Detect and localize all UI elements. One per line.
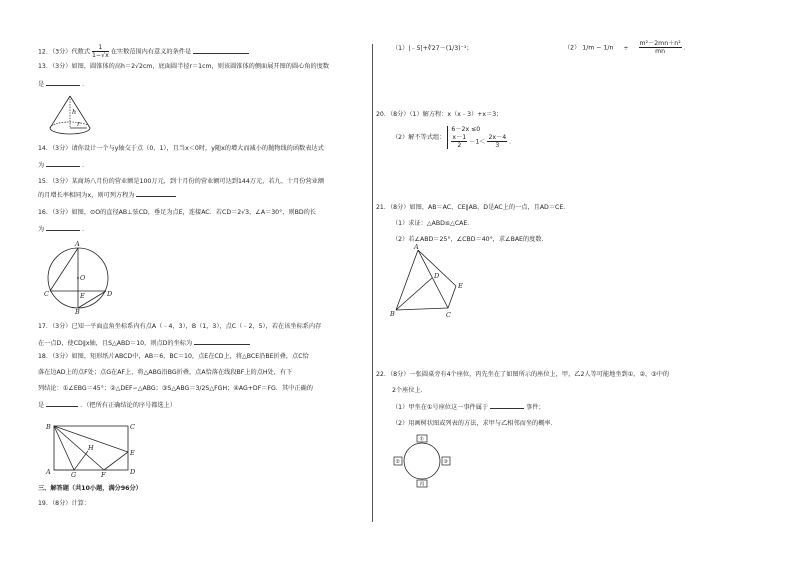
q12-fraction (92, 44, 109, 59)
circle-label-a: A (75, 240, 80, 248)
seat-1-label: ① (419, 436, 424, 443)
question-22 (376, 370, 669, 428)
tri-label-c: C (446, 311, 451, 319)
q19-2-fraction (639, 40, 682, 55)
triangle-figure (390, 244, 470, 320)
left-column (0, 0, 372, 562)
q22-line2: 2个座位上． (392, 387, 427, 394)
q20-2-system (447, 126, 515, 149)
rect-label-c: C (130, 423, 135, 431)
question-18 (38, 352, 313, 410)
q20-2-row2e: 3 (495, 142, 500, 149)
q21-line1: 21．（8分）如图，AB＝AC，CE∥AB，D是AC上的一点，且AD＝CE． (376, 204, 570, 211)
circle-label-b: B (75, 308, 80, 316)
q19-2-f2-den: mn (655, 48, 666, 55)
q19-part1: （1）|﹣5|+∛27－(1/3)⁻¹； (392, 45, 473, 52)
tri-label-e: E (458, 282, 463, 290)
q15-line1: 15．（3分）某商场八月份的营业额是100万元，到十月份的营业额可达到144万元，若九、十月份营业额 (38, 178, 325, 185)
q13-line2-end: ． (82, 81, 89, 88)
q15-answer-blank[interactable] (136, 190, 176, 197)
q19-part2 (564, 40, 690, 55)
cone-figure (44, 94, 104, 140)
rect-label-d: D (130, 468, 136, 476)
q18-line2: 落在边AD上的点F处；点G在AF上，将△ABG沿BG折叠，点A恰落在线段BF上的点H处，有下 (38, 369, 293, 376)
q17-line2: 在一点D，使CD∥x轴，且S△ABD＝10，则点D的坐标为 (38, 340, 193, 347)
question-20-part2 (392, 126, 515, 149)
q19-2-suffix: ． (683, 44, 690, 52)
question-15 (38, 177, 324, 200)
rect-label-e: E (130, 449, 135, 457)
tri-label-b: B (390, 310, 395, 318)
rect-label-b: B (46, 423, 51, 431)
question-21 (376, 203, 569, 244)
circle-label-d: D (107, 290, 113, 298)
column-divider (372, 44, 373, 522)
round-table-figure (392, 434, 452, 490)
question-17 (38, 322, 321, 348)
rect-label-g: G (71, 471, 77, 479)
rect-label-h: H (88, 444, 94, 452)
question-13 (38, 62, 329, 89)
question-16 (38, 208, 316, 234)
tri-label-a: A (414, 243, 419, 251)
q14-line2-end: ． (82, 162, 89, 169)
q13-line2: 是 (38, 81, 45, 88)
q22-line3-end: 事件； (526, 404, 545, 411)
q19-2-f2-num: m²－2mn＋n² (639, 40, 681, 47)
q16-line2-end: ． (82, 226, 89, 233)
q19-2-div: ÷ (623, 44, 629, 52)
q12-suffix: 在实数范围内有意义的条件是 (110, 48, 192, 56)
q13-answer-blank[interactable] (46, 79, 80, 86)
question-19: 19．（8分）计算： (38, 500, 91, 507)
q22-line4: （2）用画树状图或列表的方法，求甲与乙相邻而坐的概率． (392, 420, 557, 427)
question-12 (38, 44, 249, 59)
q20-2-row2a: x－1 (452, 134, 467, 141)
seat-bing-label: 丙 (419, 481, 425, 488)
q18-answer-blank[interactable] (46, 400, 78, 407)
q17-line1: 17．（3分）已知一平面直角坐标系内有点A（﹣4，3），B（1，3），点C（﹣2，5），若在该坐标系内存 (38, 323, 322, 330)
q12-answer-blank[interactable] (193, 47, 249, 54)
q16-line1: 16．（3分）如图，⊙O的直径AB⊥弦CD，垂足为点E，连接AC．若CD＝2√3，∠A＝30°，则BD的长 (38, 209, 316, 216)
q12-prefix: 12．（3分）代数式 (38, 48, 91, 56)
q14-line1: 14．（3分）请你设计一个与y轴交于点（0，1），且当x＜0时，y随x的增大而减小的抛物线的函数表达式 (38, 145, 324, 152)
q19-2-f1: 1/m − 1/n (582, 44, 614, 52)
seat-2-label: ② (395, 459, 400, 465)
q20-2-row2f: ． (509, 138, 516, 146)
q16-line2: 为 (38, 226, 45, 233)
q22-line1: 22．（8分）一张圆桌旁有4个座位，丙先坐在了如图所示的座位上，甲，乙2人等可能地坐到①、②、③中的 (376, 371, 670, 378)
q22-line3: （1）甲坐在①号座位这一事件属于 (392, 404, 489, 411)
q19-2-prefix: （2） (564, 44, 581, 52)
circle-label-e: E (80, 292, 85, 300)
circle-label-o: O (80, 274, 86, 282)
q18-line1: 18．（3分）如图，矩形纸片ABCD中，AB＝6，BC＝10，点E在CD上，将△BCE沿BE折叠，点C恰 (38, 353, 309, 360)
q14-answer-blank[interactable] (46, 160, 80, 167)
section-3-heading: 三、解答题（共10小题，满分96分） (38, 485, 142, 492)
tri-label-d: D (434, 272, 440, 280)
q22-answer-blank[interactable] (490, 402, 524, 409)
q13-line1: 13．（3分）如图，圆锥体的高h＝2√2cm，底面圆半径r＝1cm，则该圆锥体的侧面展开图的圆心角的度数 (38, 63, 330, 70)
q18-line4-end: ．（把所有正确结论的序号都选上） (80, 402, 177, 409)
q21-line2: （1）求证：△ABD≌△CAE． (392, 220, 474, 227)
q15-line2: 的月增长率相同为x，则可列方程为 (38, 192, 135, 199)
question-20-part1: 20．（8分）（1）解方程：x（x﹣3）+x＝3； (376, 111, 503, 118)
q20-2-row2c: －1＜ (469, 138, 486, 146)
seat-3-label: ③ (443, 459, 448, 465)
cone-label-r: r (77, 120, 81, 128)
q21-line3: （2）若∠ABD＝25°，∠CBD＝40°，求∠BAE的度数． (392, 236, 548, 243)
q16-answer-blank[interactable] (46, 224, 80, 231)
cone-label-h: h (72, 108, 77, 116)
rect-label-f: F (101, 471, 106, 479)
q20-2-row2d: 2x－4 (488, 134, 507, 141)
q20-2-prefix: （2）解不等式组： (392, 134, 446, 141)
circle-label-c: C (44, 290, 49, 298)
q20-2-row2 (451, 134, 515, 149)
q18-line3: 列结论：①∠EBG＝45°；②△DEF∽△ABG；③S△ABG＝3/2S△FGH；④AG+DF＝FG．其中正确的 (38, 385, 313, 392)
q12-frac-den: 1−√x (92, 52, 109, 59)
q17-answer-blank[interactable] (194, 338, 250, 345)
rectangle-figure (44, 422, 136, 478)
circle-figure (42, 240, 116, 314)
right-column (376, 0, 794, 562)
q12-frac-num: 1 (92, 44, 109, 52)
q20-2-row1: 6－2x ≤0 (451, 126, 481, 133)
q20-2-row2b: 2 (457, 142, 462, 149)
q18-line4: 是 (38, 402, 45, 409)
question-14 (38, 144, 324, 170)
q14-line2: 为 (38, 162, 45, 169)
rect-label-a: A (46, 468, 51, 476)
